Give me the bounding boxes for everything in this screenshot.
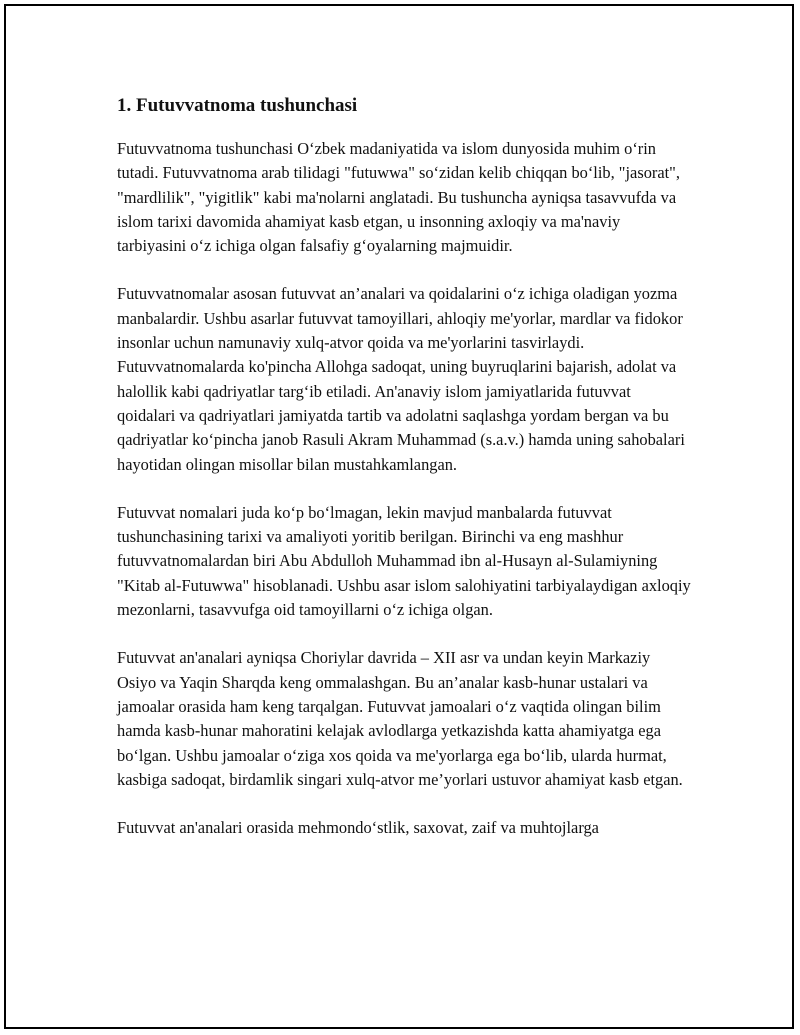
paragraph-3: Futuvvat nomalari juda ko‘p bo‘lmagan, lekin mavjud manbalarda futuvvat tushunchasining tarixi va amaliyoti yoritib berilgan. Birinchi va eng mashhur futuvvatnomalardan biri Abu Abdulloh Muhammad ibn al-Husayn al-Sulamiyning "Kitab al-Futuwwa" hisoblanadi. Ushbu asar islom salohiyatini tarbiyalaydigan axloqiy mezonlarni, tasavvufga oid tamoyillarni o‘z ichiga olgan. [117, 502, 691, 620]
paragraph-5: Futuvvat an'analari orasida mehmondo‘stlik, saxovat, zaif va muhtojlarga [117, 818, 599, 838]
paragraph-2: Futuvvatnomalar asosan futuvvat an’analari va qoidalarini o‘z ichiga oladigan yozma manbalardir. Ushbu asarlar futuvvat tamoyillari, ahloqiy me'yorlar, mardlar va fidokor insonlar uchun namunaviy xulq-atvor qoida va me'yorlarini tasvirlaydi. Futuvvatnomalarda ko'pincha Allohga sadoqat, uning buyruqlarini bajarish, adolat va halollik kabi qadriyatlar targ‘ib etiladi. An'anaviy islom jamiyatlarida futuvvat qoidalari va qadriyatlari jamiyatda tartib va adolatni saqlashga yordam bergan va bu qadriyatlar ko‘pincha janob Rasuli Akram Muhammad (s.a.v.) hamda uning sahobalari hayotidan olingan misollar bilan mustahkamlangan. [117, 284, 685, 474]
section-heading: 1. Futuvvatnoma tushunchasi [117, 95, 358, 116]
paragraph-4: Futuvvat an'analari ayniqsa Choriylar davrida – XII asr va undan keyin Markaziy Osiyo va Yaqin Sharqda keng ommalashgan. Bu an’analar kasb-hunar ustalari va jamoalar orasida ham keng tarqalgan. Futuvvat jamoalari o‘z vaqtida olingan bilim hamda kasb-hunar mahoratini kelajak avlodlarga yetkazishda katta ahamiyatga ega bo‘lgan. Ushbu jamoalar o‘ziga xos qoida va me'yorlarga ega bo‘lib, ularda hurmat, kasbiga sadoqat, birdamlik singari xulq-atvor me’yorlari ustuvor ahamiyat kasb etgan. [117, 648, 683, 789]
paragraph-1: Futuvvatnoma tushunchasi O‘zbek madaniyatida va islom dunyosida muhim o‘rin tutadi. Futuvvatnoma arab tilidagi "futuwwa" so‘zidan kelib chiqqan bo‘lib, "jasorat", "mardlilik", "yigitlik" kabi ma'nolarni anglatadi. Bu tushuncha ayniqsa tasavvufda va islom tarixi davomida ahamiyat kasb etgan, u insonning axloqiy va ma'naviy tarbiyasini o‘z ichiga olgan falsafiy g‘oyalarning majmuidir. [117, 139, 680, 256]
document-body [117, 93, 691, 864]
